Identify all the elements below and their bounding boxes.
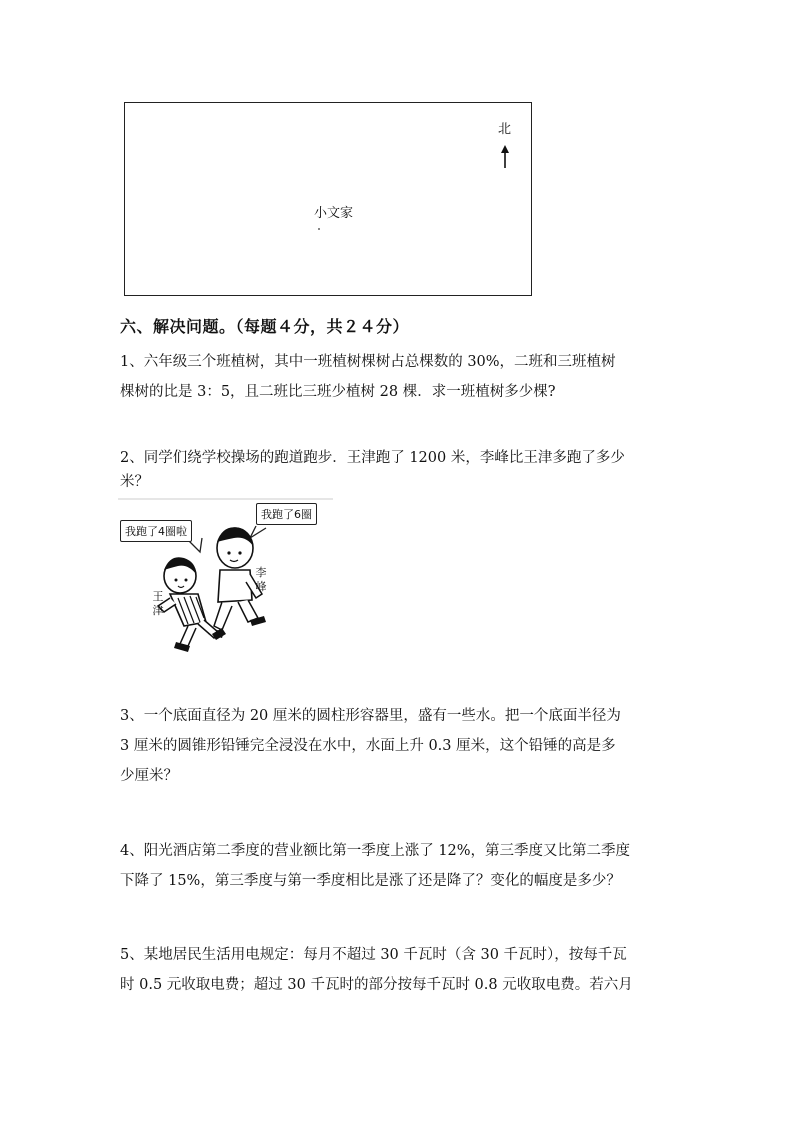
- question-line: 3、一个底面直径为 20 厘米的圆柱形容器里，盛有一些水。把一个底面半径为: [120, 708, 621, 724]
- question-line: 米？: [120, 474, 149, 490]
- question-line: 3 厘米的圆锥形铅锤完全浸没在水中，水面上升 0.3 厘米，这个铅锤的高是多: [120, 738, 616, 754]
- question-line: 1、六年级三个班植树，其中一班植树棵树占总棵数的 30%，二班和三班植树: [120, 354, 616, 370]
- runners-illustration: [118, 498, 333, 658]
- north-label: 北: [498, 122, 512, 137]
- question-3: [120, 701, 680, 791]
- question-line: 2、同学们绕学校操场的跑道跑步．王津跑了 1200 米，李峰比王津多跑了多少: [120, 450, 625, 466]
- home-point-icon: [318, 228, 320, 230]
- north-arrow-icon: [498, 145, 512, 169]
- map-box: [124, 102, 532, 296]
- speech-bubble-left: 我跑了4圈啦: [120, 520, 192, 542]
- question-1: [120, 347, 680, 407]
- question-line: 4、阳光酒店第二季度的营业额比第一季度上涨了 12%，第三季度又比第二季度: [120, 843, 631, 859]
- question-line: 5、某地居民生活用电规定：每月不超过 30 千瓦时（含 30 千瓦时），按每千瓦: [120, 947, 627, 963]
- home-label: 小文家: [314, 206, 354, 221]
- runner-name-left: 王 津: [152, 590, 164, 617]
- question-line: 时 0.5 元收取电费；超过 30 千瓦时的部分按每千瓦时 0.8 元收取电费。若六月: [120, 977, 633, 993]
- question-5: [120, 940, 680, 1000]
- section-title: 六、解决问题。（每题４分，共２４分）: [120, 317, 410, 336]
- question-line: 少厘米？: [120, 768, 178, 784]
- runner-name-right: 李 峰: [255, 566, 267, 593]
- question-line: 下降了 15%，第三季度与第一季度相比是涨了还是降了？变化的幅度是多少？: [120, 873, 621, 889]
- speech-bubble-right: 我跑了6圈: [256, 503, 317, 525]
- question-4: [120, 836, 680, 896]
- question-line: 棵树的比是 3：5，且二班比三班少植树 28 棵．求一班植树多少棵?: [120, 384, 556, 400]
- question-2: [120, 446, 680, 494]
